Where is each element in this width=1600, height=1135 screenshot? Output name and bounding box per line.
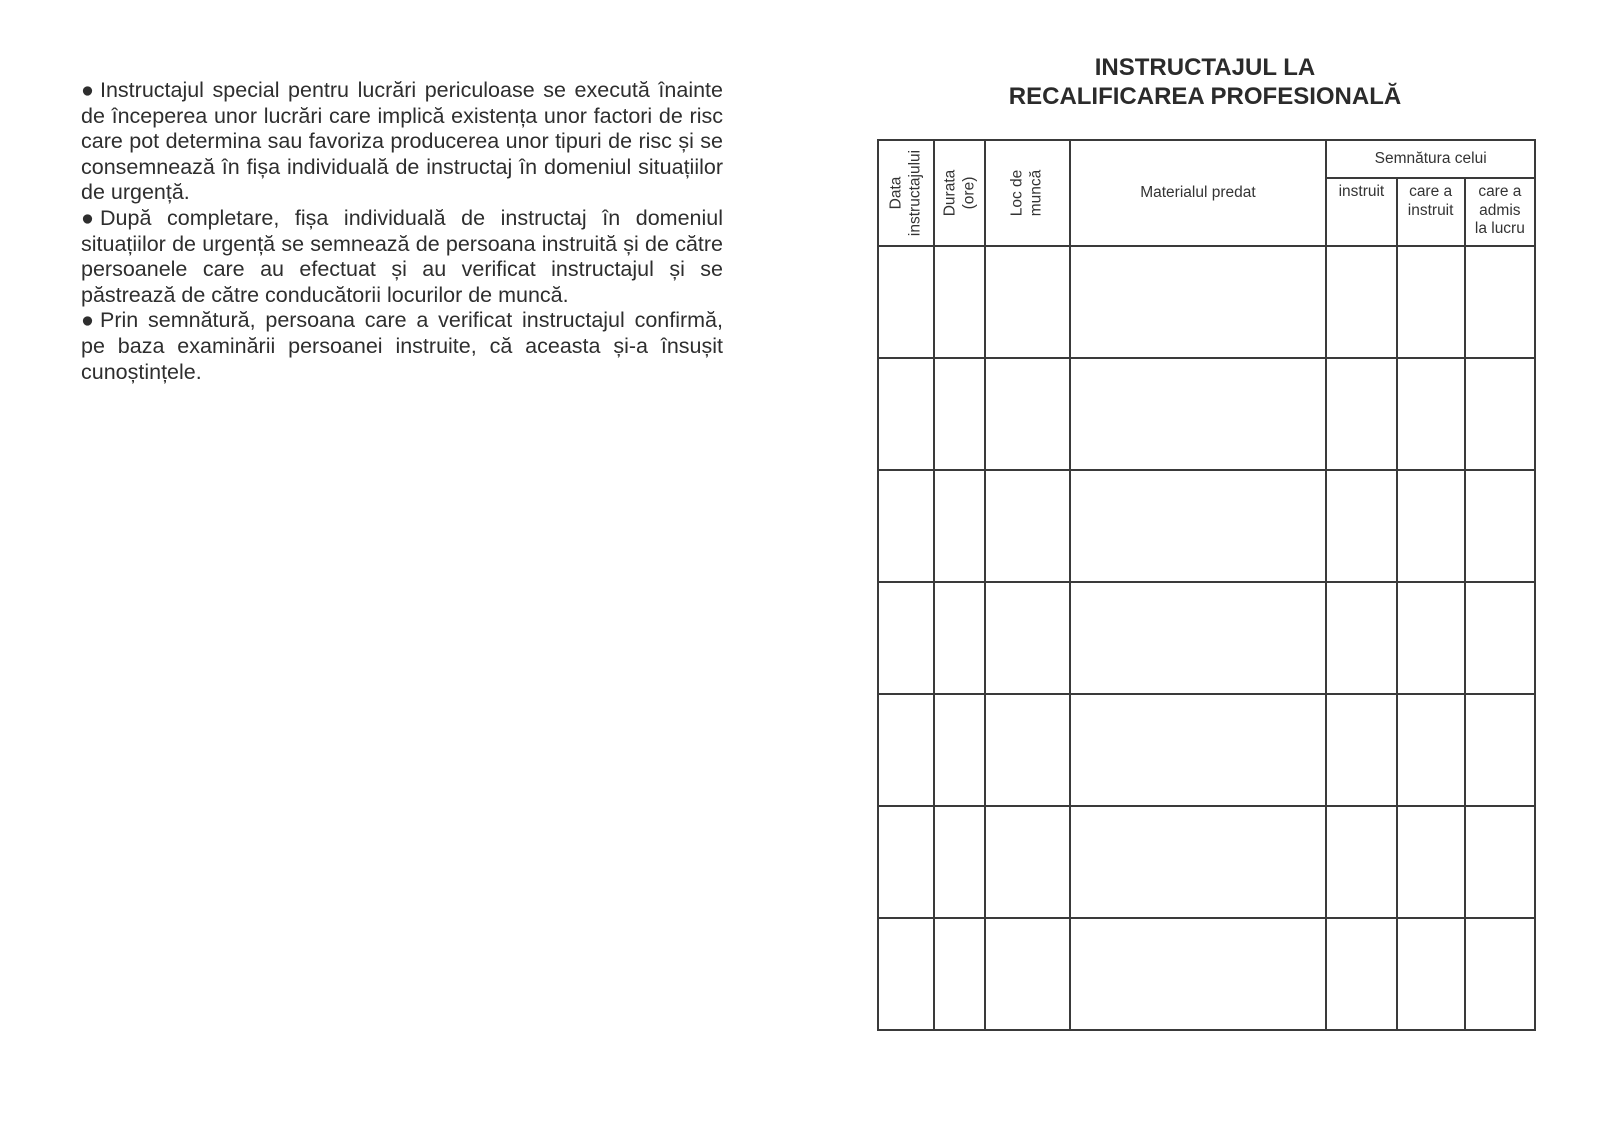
cell-sig-instructor[interactable] [1397,470,1465,582]
cell-material[interactable] [1070,806,1327,918]
table-row [878,806,1535,918]
cell-duration[interactable] [934,358,985,470]
cell-workplace[interactable] [985,246,1069,358]
cell-date[interactable] [878,582,934,694]
cell-workplace[interactable] [985,694,1069,806]
header-sig-instructor: care a instruit [1397,178,1465,246]
cell-date[interactable] [878,806,934,918]
header-signature-group: Semnătura celui [1326,140,1535,178]
header-sig-admitted: care a admis la lucru [1465,178,1535,246]
cell-material[interactable] [1070,246,1327,358]
instructions-text [81,78,723,385]
bullet-icon: ● [81,205,94,230]
paragraph-special-instruction: ● Instructajul special pentru lucrări periculoase se execută înainte de începerea unor lucrări care implică existența unor factori de risc care pot determina sau favoriza producerea unor tipuri de risc și se consemnează în fișa individuală de instructaj în domeniul situațiilor de urgență. [81,78,723,205]
cell-sig-instructor[interactable] [1397,694,1465,806]
table-row [878,582,1535,694]
cell-date[interactable] [878,246,934,358]
paragraph-signing: ● După completare, fișa individuală de instructaj în domeniul situațiilor de urgență se semnează de persoana instruită și de către persoanele care au efectuat și au verificat instructajul și se păstrează de către conducătorii locurilor de muncă. [81,205,723,307]
cell-material[interactable] [1070,694,1327,806]
table-row [878,694,1535,806]
cell-sig-instructed[interactable] [1326,918,1396,1030]
table-row [878,470,1535,582]
page-title-line-2: RECALIFICAREA PROFESIONALĂ [1008,83,1402,110]
cell-sig-admitted[interactable] [1465,582,1535,694]
cell-date[interactable] [878,470,934,582]
cell-sig-instructed[interactable] [1326,582,1396,694]
cell-sig-instructed[interactable] [1326,246,1396,358]
cell-duration[interactable] [934,470,985,582]
cell-sig-instructed[interactable] [1326,358,1396,470]
cell-sig-instructor[interactable] [1397,918,1465,1030]
cell-sig-admitted[interactable] [1465,694,1535,806]
training-register-table [877,139,1536,1031]
cell-duration[interactable] [934,246,985,358]
cell-workplace[interactable] [985,918,1069,1030]
bullet-icon: ● [81,78,94,102]
header-workplace: Loc de muncă [985,140,1069,246]
bullet-icon: ● [81,308,94,333]
cell-date[interactable] [878,358,934,470]
header-material: Materialul predat [1070,140,1327,246]
cell-date[interactable] [878,694,934,806]
cell-workplace[interactable] [985,582,1069,694]
cell-sig-admitted[interactable] [1465,246,1535,358]
cell-sig-instructed[interactable] [1326,806,1396,918]
header-duration: Durata (ore) [934,140,985,246]
cell-date[interactable] [878,918,934,1030]
table-row [878,918,1535,1030]
cell-sig-admitted[interactable] [1465,806,1535,918]
cell-duration[interactable] [934,918,985,1030]
paragraph-verification: ● Prin semnătură, persoana care a verificat instructajul confirmă, pe baza examinării persoanei instruite, că aceasta și-a însușit cunoștințele. [81,308,723,384]
cell-material[interactable] [1070,470,1327,582]
cell-material[interactable] [1070,582,1327,694]
cell-sig-instructor[interactable] [1397,582,1465,694]
page-title [960,53,1450,111]
cell-sig-instructor[interactable] [1397,806,1465,918]
cell-duration[interactable] [934,694,985,806]
cell-sig-instructor[interactable] [1397,358,1465,470]
cell-workplace[interactable] [985,806,1069,918]
header-sig-instructed: instruit [1326,178,1396,246]
cell-sig-instructed[interactable] [1326,470,1396,582]
page-title-line-1: INSTRUCTAJUL LA [1094,54,1316,81]
cell-sig-instructed[interactable] [1326,694,1396,806]
table-row [878,358,1535,470]
cell-material[interactable] [1070,918,1327,1030]
cell-workplace[interactable] [985,470,1069,582]
cell-sig-admitted[interactable] [1465,358,1535,470]
cell-sig-admitted[interactable] [1465,918,1535,1030]
cell-workplace[interactable] [985,358,1069,470]
cell-sig-instructor[interactable] [1397,246,1465,358]
cell-duration[interactable] [934,806,985,918]
cell-material[interactable] [1070,358,1327,470]
table-row [878,246,1535,358]
cell-sig-admitted[interactable] [1465,470,1535,582]
cell-duration[interactable] [934,582,985,694]
header-date: Data instructajului [878,140,934,246]
